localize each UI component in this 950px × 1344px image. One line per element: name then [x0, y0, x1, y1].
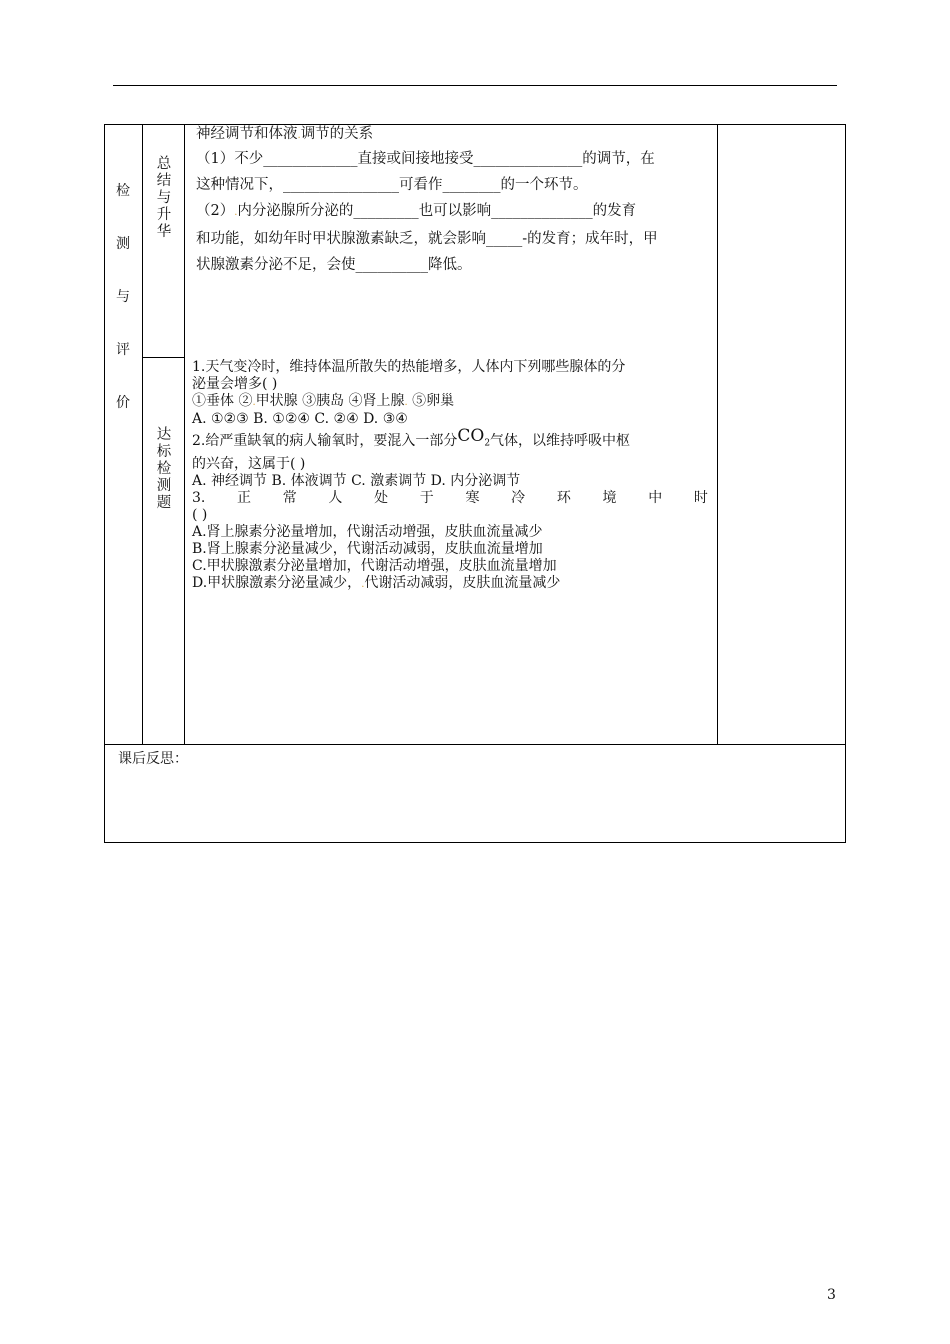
question-1-options: A. ①②③ B. ①②④ C. ②④ D. ③④ — [192, 411, 408, 427]
section-label-evaluation: 检 测 与 评 价 — [116, 183, 130, 411]
question-3-option-c: C.甲状腺激素分泌量增加，代谢活动增强，皮肤血流量增加 — [192, 558, 557, 575]
question-1-items: ①垂体 ②.甲状腺 ③胰岛 ④肾上腺. ⑤卵巢 — [192, 393, 455, 409]
question-2-cont: 的兴奋，这属于( ) — [192, 456, 306, 473]
summary-content — [196, 124, 716, 278]
section-label-quiz: 达 标 检 测 题 — [156, 427, 172, 511]
co2-formula: $CO_2$ — [457, 426, 491, 449]
question-2: 2.给严重缺氧的病人输氧时，要混入一部分$CO_2$气体，以维持呼吸中枢 — [192, 426, 631, 449]
question-3-option-b: B.肾上腺素分泌量减少，代谢活动减弱，皮肤血流量增加 — [192, 541, 543, 558]
quiz-content — [192, 359, 718, 593]
question-3-option-a: A.肾上腺素分泌量增加，代谢活动增强，皮肤血流量减少 — [192, 524, 543, 541]
question-3-option-d: D.甲状腺激素分泌量减少，.代谢活动减弱，皮肤血流量减少 — [192, 575, 561, 592]
question-1-cont: 泌量会增多( ) — [192, 376, 278, 392]
page-number: 3 — [827, 1287, 836, 1303]
header-rule — [113, 85, 837, 86]
section-label-summary: 总 结 与 升 华 — [156, 156, 172, 240]
summary-line: （1）不少_____________直接或间接地接受_______________的调节，在 — [196, 151, 655, 167]
question-3: 3. 正 常 人 处 于 寒 冷 环 境 中 时 — [192, 490, 708, 507]
summary-title: 神经调节和体液.调节的关系 — [196, 126, 374, 142]
question-2-options: A. 神经调节 B. 体液调节 C. 激素调节 D. 内分泌调节 — [192, 473, 521, 490]
summary-line: （2）.内分泌腺所分泌的_________也可以影响______________的发育 — [196, 203, 637, 219]
question-3-bracket: ( ) — [192, 507, 208, 524]
summary-line: 和功能，如幼年时甲状腺激素缺乏，就会影响_____-的发育；成年时，甲 — [196, 231, 658, 247]
evaluation-table — [104, 124, 846, 843]
summary-line: 状腺激素分泌不足，会使__________降低。 — [196, 257, 472, 273]
reflection-label: 课后反思： — [118, 751, 188, 767]
question-1: 1.天气变冷时，维持体温所散失的热能增多，人体内下列哪些腺体的分 — [192, 359, 626, 375]
summary-line: 这种情况下，________________可看作________的一个环节。 — [196, 177, 588, 193]
